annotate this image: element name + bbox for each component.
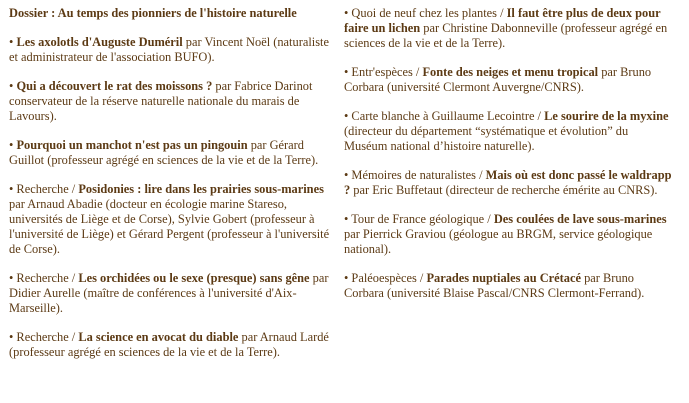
entry-prefix: • Carte blanche à Guillaume Lecointre / bbox=[344, 109, 545, 123]
article-entry bbox=[9, 330, 334, 360]
entry-author: par Christine Dabonneville (professeur agrégé en sciences de la vie et de la Terre). bbox=[344, 21, 668, 50]
left-column bbox=[9, 6, 334, 374]
article-title: Posidonies : lire dans les prairies sous-marines bbox=[78, 182, 324, 196]
article-title: Il faut être plus de deux pour faire un lichen bbox=[344, 6, 661, 35]
entry-prefix: • bbox=[9, 138, 17, 152]
entry-author: par Arnaud Lardé (professeur agrégé en sciences de la vie et de la Terre). bbox=[9, 330, 329, 359]
entry-author: par Bruno Corbara (université Clermont Auvergne/CNRS). bbox=[344, 65, 652, 94]
entry-author: (directeur du département “systématique et évolution” du Muséum national d’histoire naturelle). bbox=[344, 124, 629, 153]
article-entry bbox=[9, 35, 334, 65]
entry-prefix: • Tour de France géologique / bbox=[344, 212, 494, 226]
article-title: Les axolotls d'Auguste Duméril bbox=[16, 35, 183, 49]
entry-prefix: • bbox=[9, 35, 17, 49]
article-title: Le sourire de la myxine bbox=[544, 109, 669, 123]
article-entry bbox=[344, 271, 674, 301]
entry-prefix: • Entr'espèces / bbox=[344, 65, 423, 79]
entry-author: par Didier Aurelle (maître de conférences à l'université d'Aix-Marseille). bbox=[9, 271, 329, 315]
dossier-heading: Dossier : Au temps des pionniers de l'histoire naturelle bbox=[9, 6, 297, 20]
article-title: Parades nuptiales au Crétacé bbox=[426, 271, 581, 285]
entry-prefix: • Quoi de neuf chez les plantes / bbox=[344, 6, 507, 20]
article-entry bbox=[344, 6, 674, 51]
article-entry bbox=[344, 109, 674, 154]
article-title: Les orchidées ou le sexe (presque) sans gêne bbox=[78, 271, 310, 285]
entry-author: par Bruno Corbara (université Blaise Pascal/CNRS Clermont-Ferrand). bbox=[344, 271, 645, 300]
article-title: Des coulées de lave sous-marines bbox=[493, 212, 667, 226]
article-title: Qui a découvert le rat des moissons ? bbox=[16, 79, 213, 93]
entry-prefix: • Paléoespèces / bbox=[344, 271, 427, 285]
entry-prefix: • Mémoires de naturalistes / bbox=[344, 168, 486, 182]
entry-prefix: • Recherche / bbox=[9, 330, 79, 344]
article-title: La science en avocat du diable bbox=[78, 330, 239, 344]
article-entry bbox=[9, 271, 334, 316]
article-title: Mais où est donc passé le waldrapp ? bbox=[344, 168, 672, 197]
article-title: Pourquoi un manchot n'est pas un pingouin bbox=[16, 138, 248, 152]
entry-author: par Pierrick Graviou (géologue au BRGM, service géologique national). bbox=[344, 227, 653, 256]
entry-author: par Eric Buffetaut (directeur de recherche émérite au CNRS). bbox=[350, 183, 658, 197]
entry-prefix: • Recherche / bbox=[9, 271, 79, 285]
article-entry bbox=[344, 65, 674, 95]
entry-author: par Fabrice Darinot conservateur de la réserve naturelle nationale du marais de Lavours). bbox=[9, 79, 313, 123]
entry-author: par Gérard Guillot (professeur agrégé en sciences de la vie et de la Terre). bbox=[9, 138, 319, 167]
article-entry bbox=[9, 182, 334, 257]
article-entry bbox=[9, 138, 334, 168]
entry-author: par Vincent Noël (naturaliste et administrateur de l'association BUFO). bbox=[9, 35, 329, 64]
article-title: Fonte des neiges et menu tropical bbox=[422, 65, 599, 79]
entry-prefix: • Recherche / bbox=[9, 182, 79, 196]
article-entry bbox=[344, 168, 674, 198]
article-entry bbox=[9, 79, 334, 124]
entry-prefix: • bbox=[9, 79, 17, 93]
right-column bbox=[344, 6, 674, 315]
article-entry bbox=[344, 212, 674, 257]
entry-author: par Arnaud Abadie (docteur en écologie marine Stareso, universités de Liège et de Corse), Sylvie Gobert (professeur à l'université de Liège) et Gérard Pergent (professeur à l'université de Corse). bbox=[9, 197, 330, 256]
